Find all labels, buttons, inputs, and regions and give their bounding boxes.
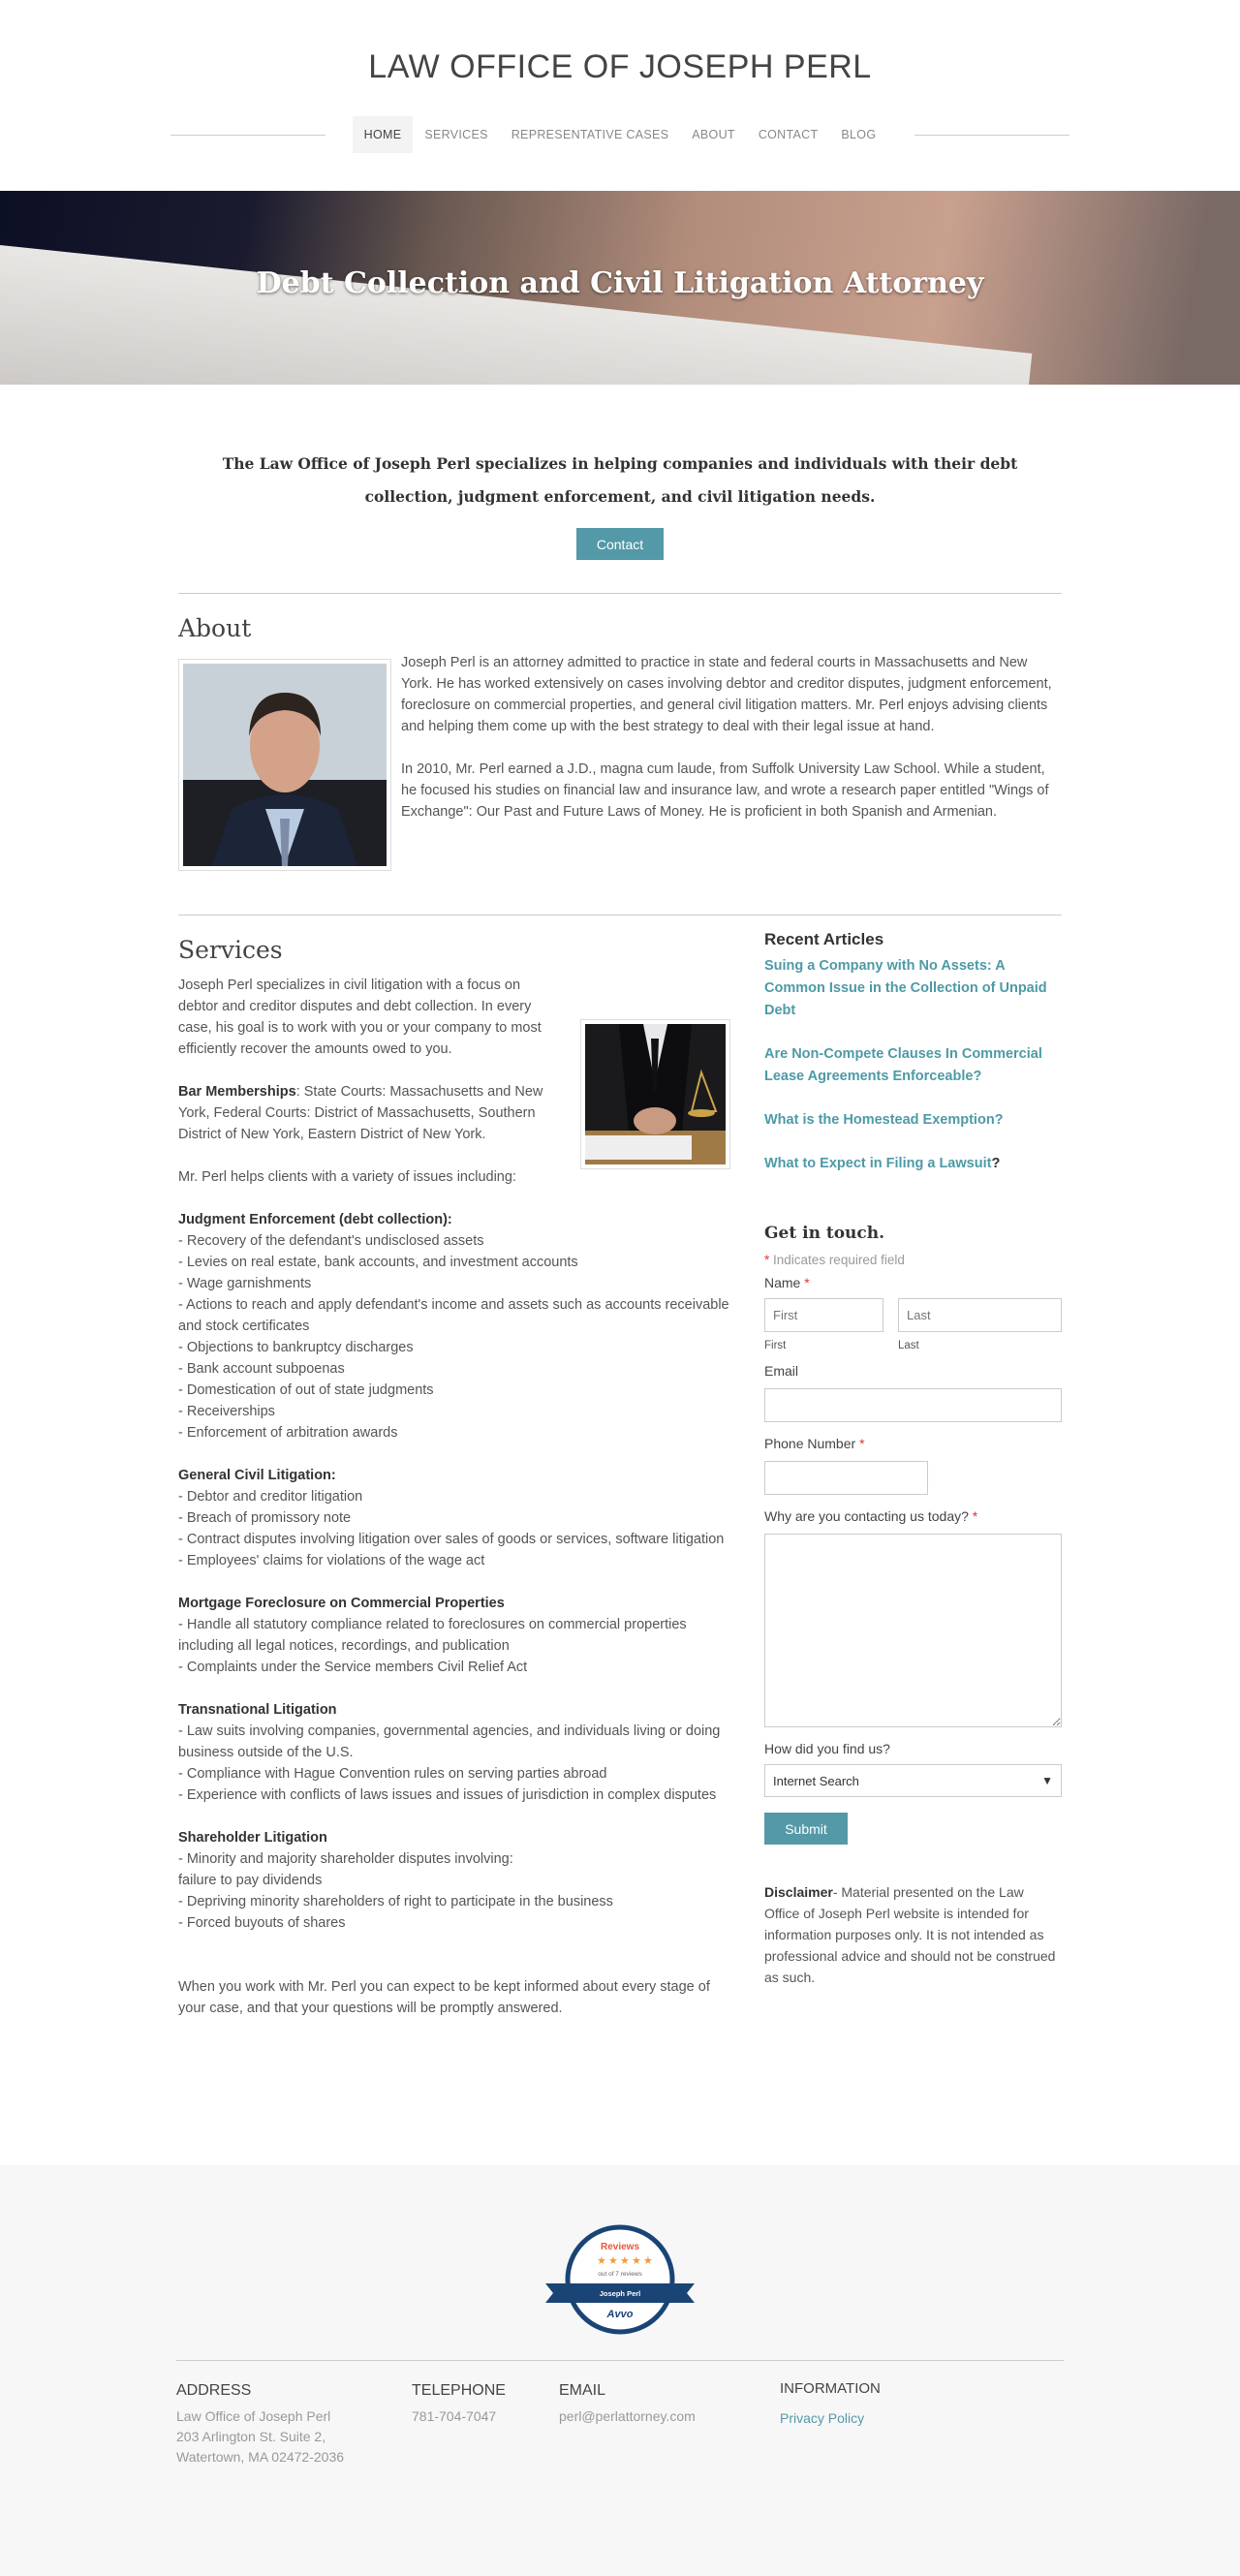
address-line: Law Office of Joseph Perl: [176, 2408, 331, 2424]
service-group: [178, 1465, 730, 1571]
star-icon: ★: [620, 2255, 630, 2267]
service-item: - Actions to reach and apply defendant's income and assets such as accounts receivable and stock certificates: [178, 1297, 729, 1334]
required-note-text: Indicates required field: [773, 1253, 905, 1267]
last-sublabel: Last: [898, 1340, 919, 1351]
submit-button[interactable]: Submit: [764, 1813, 848, 1845]
service-item: - Domestication of out of state judgments: [178, 1382, 434, 1398]
service-item: - Enforcement of arbitration awards: [178, 1425, 398, 1441]
services-helps: Mr. Perl helps clients with a variety of issues including:: [178, 1169, 516, 1185]
avvo-badge-graphic: [545, 2223, 695, 2338]
required-asterisk: *: [804, 1275, 810, 1290]
star-icon: ★: [632, 2255, 641, 2267]
phone-label-text: Phone Number: [764, 1436, 856, 1451]
service-item: - Law suits involving companies, governmental agencies, and individuals living or doing business outside of the U.S.: [178, 1723, 721, 1760]
article-link[interactable]: Suing a Company with No Assets: A Common Issue in the Collection of Unpaid Debt: [764, 958, 1047, 1018]
nav-divider: [170, 135, 326, 136]
required-asterisk: *: [972, 1508, 978, 1524]
contact-form-title: Get in touch.: [764, 1224, 885, 1243]
service-group-title: Mortgage Foreclosure on Commercial Properties: [178, 1596, 505, 1611]
find-us-select[interactable]: [764, 1764, 1062, 1797]
service-item: - Experience with conflicts of laws issues and issues of jurisdiction in complex disputes: [178, 1787, 717, 1803]
services-intro: Joseph Perl specializes in civil litigation with a focus on debtor and creditor disputes and debt collection. In every case, his goal is to work with you or your company to most efficiently recover the amounts owed to you.: [178, 978, 542, 1057]
about-paragraph: In 2010, Mr. Perl earned a J.D., magna cum laude, from Suffolk University Law School. While a student, he focused his studies on financial law and insurance law, and wrote a research paper entitled "Wings of Exchange": Our Past and Future Laws of Money. He is proficient in both Spanish and Armenian.: [401, 761, 1049, 820]
about-paragraph: Joseph Perl is an attorney admitted to practice in state and federal courts in Massachusetts and New York. He has worked extensively on cases involving debtor and creditor disputes, judgment enforcement, foreclosure on commercial properties, and general civil litigation matters. Mr. Perl enjoys advising clients and helping them come up with the best strategy to deal with their legal issue at hand.: [401, 655, 1052, 734]
service-item: - Minority and majority shareholder disputes involving:: [178, 1851, 513, 1867]
intro-text: The Law Office of Joseph Perl specializes in helping companies and individuals with their debt collection, judgment enforcement, and civil litigation needs.: [222, 454, 1018, 506]
disclaimer-label: Disclaimer: [764, 1884, 833, 1900]
last-name-group: [898, 1298, 1062, 1351]
find-us-value: Internet Search: [773, 1773, 859, 1788]
message-textarea[interactable]: [764, 1534, 1062, 1727]
telephone-number: 781-704-7047: [412, 2408, 497, 2424]
site-title: LAW OFFICE OF JOSEPH PERL: [368, 48, 872, 85]
nav-about[interactable]: ABOUT: [692, 128, 735, 141]
service-group: [178, 1699, 730, 1806]
name-label: [764, 1275, 1062, 1290]
hero-banner: [0, 191, 1240, 385]
last-name-input[interactable]: [898, 1298, 1062, 1332]
article-link-wrapper: [764, 1153, 1062, 1175]
first-name-group: [764, 1298, 884, 1351]
star-icon: ★: [643, 2255, 653, 2267]
badge-stars: [597, 2255, 653, 2267]
nav-blog[interactable]: BLOG: [841, 128, 877, 141]
service-group: [178, 1593, 730, 1678]
footer-divider: [176, 2360, 1064, 2361]
article-suffix: ?: [991, 1156, 1001, 1171]
article-link[interactable]: What to Expect in Filing a Lawsuit: [764, 1156, 992, 1171]
star-icon: ★: [608, 2255, 618, 2267]
attorney-portrait-image: [183, 664, 387, 866]
service-item: - Levies on real estate, bank accounts, and investment accounts: [178, 1255, 578, 1270]
required-asterisk: *: [764, 1253, 770, 1267]
article-link[interactable]: What is the Homestead Exemption?: [764, 1112, 1004, 1128]
disclaimer-text: - Material presented on the Law Office of Joseph Perl website is intended for information purposes only. It is not intended as professional advice and should not be construed as such.: [764, 1884, 1056, 1985]
phone-input[interactable]: [764, 1461, 928, 1495]
service-group-title: Shareholder Litigation: [178, 1830, 327, 1846]
services-closing: When you work with Mr. Perl you can expect to be kept informed about every stage of your case, and that your questions will be promptly answered.: [178, 1979, 710, 2016]
service-item: - Debtor and creditor litigation: [178, 1489, 363, 1505]
badge-name: Joseph Perl: [599, 2289, 641, 2298]
sidebar: [764, 930, 1062, 1988]
phone-label: [764, 1436, 1062, 1451]
nav-home[interactable]: HOME: [353, 116, 414, 153]
about-heading: About: [178, 614, 252, 642]
nav-representative-cases[interactable]: REPRESENTATIVE CASES: [511, 128, 669, 141]
footer-telephone: [412, 2380, 506, 2427]
lawyer-scales-photo: [580, 1019, 730, 1169]
service-item: failure to pay dividends: [178, 1873, 323, 1888]
services-content: [178, 975, 730, 2040]
services-heading: Services: [178, 936, 283, 964]
required-asterisk: *: [859, 1436, 865, 1451]
service-item: - Compliance with Hague Convention rules on serving parties abroad: [178, 1766, 607, 1782]
contact-button[interactable]: Contact: [576, 528, 664, 560]
email-address: perl@perlattorney.com: [559, 2408, 696, 2424]
why-label-text: Why are you contacting us today?: [764, 1508, 969, 1524]
star-icon: ★: [597, 2255, 606, 2267]
about-text: [401, 652, 1062, 844]
address-heading: ADDRESS: [176, 2382, 252, 2399]
address-line: 203 Arlington St. Suite 2,: [176, 2429, 326, 2444]
service-item: - Recovery of the defendant's undisclosed assets: [178, 1233, 484, 1249]
nav-divider: [914, 135, 1070, 136]
service-item: - Forced buyouts of shares: [178, 1915, 346, 1931]
first-name-input[interactable]: [764, 1298, 884, 1332]
footer-email: [559, 2380, 696, 2427]
badge-title: Reviews: [600, 2242, 640, 2252]
avvo-reviews-badge[interactable]: [545, 2223, 695, 2338]
chevron-down-icon: ▼: [1041, 1774, 1053, 1787]
recent-articles-title: Recent Articles: [764, 930, 884, 948]
hero-image-paper: [0, 242, 1032, 385]
service-item: - Bank account subpoenas: [178, 1361, 345, 1377]
footer: [0, 2165, 1240, 2576]
service-group: [178, 1209, 730, 1443]
bar-memberships-label: Bar Memberships: [178, 1084, 296, 1100]
privacy-policy-link[interactable]: Privacy Policy: [780, 2410, 865, 2426]
hero-title: Debt Collection and Civil Litigation Attorney: [256, 266, 984, 300]
section-divider: [178, 593, 1062, 594]
service-item: - Handle all statutory compliance related to foreclosures on commercial properties including all legal notices, recordings, and publication: [178, 1617, 687, 1654]
email-heading: EMAIL: [559, 2382, 606, 2399]
service-item: - Depriving minority shareholders of right to participate in the business: [178, 1894, 613, 1909]
email-input[interactable]: [764, 1388, 1062, 1422]
service-item: - Breach of promissory note: [178, 1510, 352, 1526]
nav-contact[interactable]: CONTACT: [758, 128, 819, 141]
section-divider: [178, 915, 1062, 916]
service-item: - Employees' claims for violations of the wage act: [178, 1553, 485, 1568]
service-group: [178, 1827, 730, 1934]
telephone-heading: TELEPHONE: [412, 2382, 506, 2399]
find-label: How did you find us?: [764, 1741, 890, 1756]
information-heading: INFORMATION: [780, 2380, 881, 2397]
service-item: - Contract disputes involving litigation over sales of goods or services, software litigation: [178, 1532, 725, 1547]
address-line: Watertown, MA 02472-2036: [176, 2449, 345, 2465]
footer-information: [780, 2378, 881, 2429]
service-group-title: Judgment Enforcement (debt collection):: [178, 1212, 452, 1227]
service-group-title: General Civil Litigation:: [178, 1468, 336, 1483]
bar-memberships-text: : State Courts: Massachusetts and New York, Federal Courts: District of Massachusetts, Southern District of New York, Eastern District of New York.: [178, 1084, 543, 1142]
service-item: - Complaints under the Service members Civil Relief Act: [178, 1660, 528, 1675]
why-label: [764, 1508, 1062, 1524]
service-item: - Wage garnishments: [178, 1276, 312, 1291]
nav-services[interactable]: SERVICES: [424, 128, 488, 141]
service-item: - Objections to bankruptcy discharges: [178, 1340, 414, 1355]
required-note: [764, 1253, 1062, 1267]
first-sublabel: First: [764, 1340, 787, 1351]
service-groups: [178, 1209, 730, 1934]
article-link[interactable]: Are Non-Compete Clauses In Commercial Lease Agreements Enforceable?: [764, 1046, 1042, 1084]
attorney-photo: [178, 659, 391, 871]
main-nav: [0, 116, 1240, 153]
email-label: Email: [764, 1363, 799, 1379]
name-label-text: Name: [764, 1275, 801, 1290]
service-item: - Receiverships: [178, 1404, 275, 1419]
footer-address: [176, 2380, 344, 2467]
service-group-title: Transnational Litigation: [178, 1702, 337, 1718]
name-fields: [764, 1298, 1062, 1351]
disclaimer: [764, 1881, 1062, 1988]
badge-brand: Avvo: [606, 2309, 634, 2320]
lawyer-scales-image: [585, 1024, 726, 1164]
badge-subtitle: out of 7 reviews: [598, 2271, 642, 2278]
